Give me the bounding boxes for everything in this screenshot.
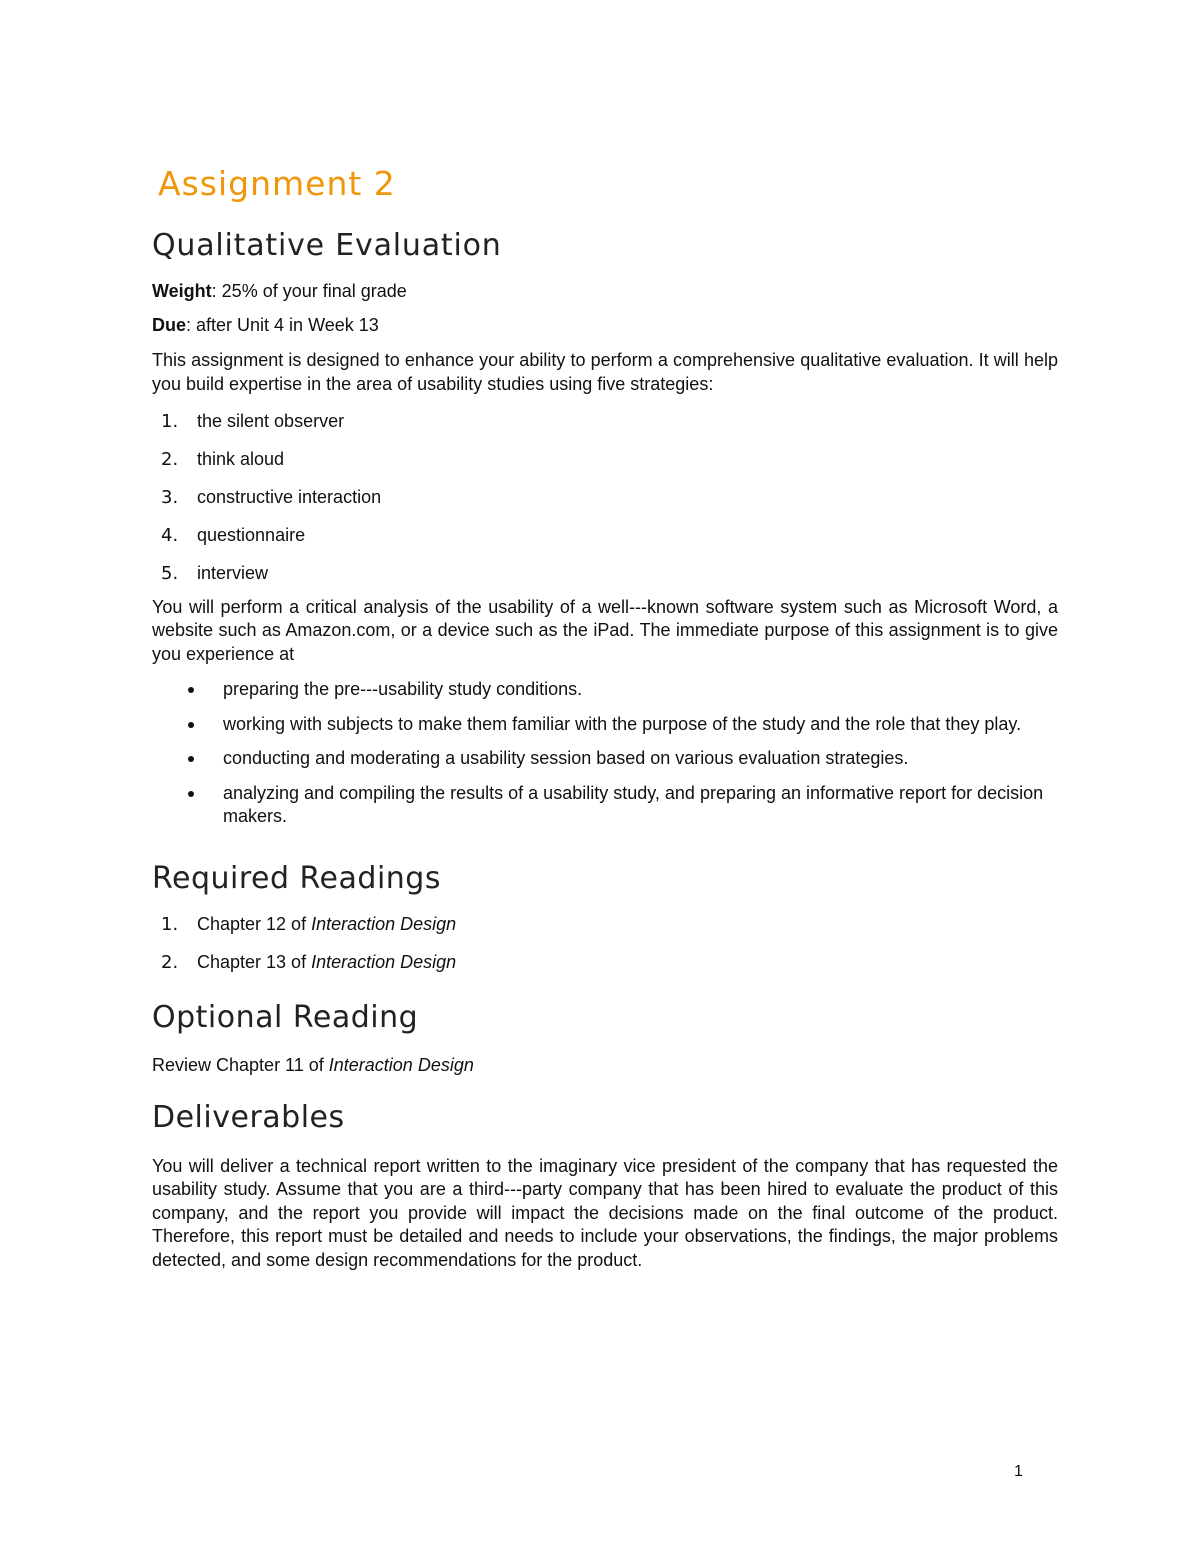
required-readings-heading: Required Readings (152, 860, 441, 896)
list-item-text: interview (197, 563, 269, 583)
list-number: 3. (161, 487, 179, 508)
list-item (152, 562, 1058, 586)
reading-prefix: Chapter 13 of (197, 951, 312, 972)
list-item (152, 448, 1058, 472)
list-number: 5. (161, 563, 179, 584)
bullet-text: analyzing and compiling the results of a usability study, and preparing an informative report for decision makers. (223, 782, 1044, 826)
document-title: Assignment 2 (158, 164, 396, 203)
page-number: 1 (1014, 1463, 1023, 1480)
page-content (152, 162, 1058, 1272)
bullet-text: working with subjects to make them familiar with the purpose of the study and the role that they play. (223, 713, 1022, 734)
list-item (152, 951, 1058, 975)
document-subtitle: Qualitative Evaluation (152, 228, 502, 263)
deliverables-paragraph: You will deliver a technical report written to the imaginary vice president of the company that has requested the usability study. Assume that you are a third--‐party company that has been hired to evaluate the product of this company, and the report you provide will impact the decisions made on the final outcome of the product. Therefore, this report must be detailed and needs to include your observations, the findings, the major problems detected, and some design recommendations for the product. (152, 1155, 1058, 1270)
purpose-bullets (152, 678, 1058, 829)
reading-prefix: Review Chapter 11 of (152, 1055, 329, 1075)
list-item-text: think aloud (197, 449, 285, 469)
reading-prefix: Chapter 12 of (197, 913, 312, 934)
due-line (152, 314, 1058, 338)
list-number: 4. (161, 525, 179, 546)
optional-reading-heading: Optional Reading (152, 1000, 419, 1035)
book-title: Interaction Design (328, 1055, 474, 1075)
bullet-icon (188, 687, 194, 693)
list-item-text: the silent observer (197, 411, 345, 431)
weight-line (152, 280, 1058, 304)
weight-label: Weight (152, 281, 212, 301)
required-readings-list (152, 913, 1058, 975)
list-item (152, 913, 1058, 937)
optional-reading-text (152, 1054, 1058, 1078)
bullet-item (152, 713, 1058, 737)
due-value: : after Unit 4 in Week 13 (186, 314, 379, 335)
list-item-text: constructive interaction (197, 487, 382, 507)
list-number: 1. (161, 913, 179, 935)
bullet-icon (188, 722, 194, 728)
book-title: Interaction Design (311, 951, 457, 972)
list-number: 2. (161, 449, 179, 470)
due-label: Due (152, 314, 187, 335)
purpose-paragraph: You will perform a critical analysis of the usability of a well--‐known software system such as Microsoft Word, a website such as Amazon.com, or a device such as the iPad. The immediate purpose of this assignment is to give you experience at (152, 596, 1058, 664)
list-item-text: questionnaire (197, 525, 306, 545)
deliverables-heading: Deliverables (152, 1099, 345, 1135)
bullet-icon (188, 791, 194, 797)
bullet-item (152, 678, 1058, 702)
bullet-item (152, 747, 1058, 771)
book-title: Interaction Design (311, 913, 457, 934)
bullet-icon (188, 756, 194, 762)
bullet-text: conducting and moderating a usability session based on various evaluation strategies. (223, 748, 909, 768)
intro-paragraph: This assignment is designed to enhance your ability to perform a comprehensive qualitative evaluation. It will help you build expertise in the area of usability studies using five strategies: (152, 350, 1058, 394)
weight-value: : 25% of your final grade (211, 281, 407, 301)
strategies-list (152, 410, 1058, 586)
bullet-item (152, 782, 1058, 829)
bullet-text: preparing the pre--‐usability study conditions. (223, 679, 583, 699)
list-number: 2. (161, 951, 179, 973)
list-item (152, 524, 1058, 548)
list-item (152, 486, 1058, 510)
list-number: 1. (161, 411, 179, 432)
list-item (152, 410, 1058, 434)
